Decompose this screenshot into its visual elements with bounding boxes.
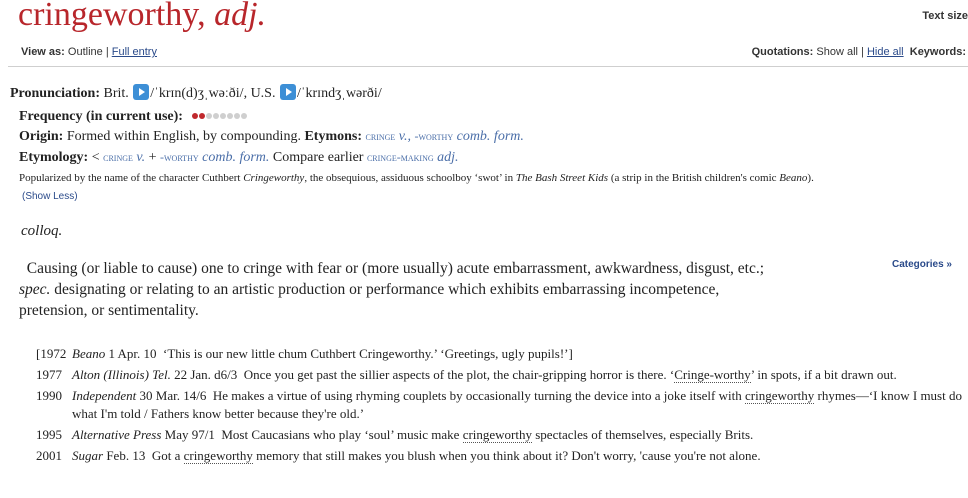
quotation-keyword: cringeworthy xyxy=(183,448,253,463)
note-strip-title: The Bash Street Kids xyxy=(515,172,609,184)
us-label: U.S. xyxy=(250,86,276,101)
frequency-dot xyxy=(220,113,226,119)
quotations-list xyxy=(36,345,964,468)
headword xyxy=(18,0,266,34)
frequency-dot xyxy=(227,113,233,119)
quotation-text: rhymes—‘I know I must do what I'm told / Fathers know better because they're old.’ xyxy=(72,388,962,421)
brit-ipa: /ˈkrɪn(d)ʒˌwəːði/, xyxy=(150,86,248,101)
etymon-worthy-pos: comb. form. xyxy=(456,129,524,144)
register-label: colloq. xyxy=(21,223,63,239)
etymology-note xyxy=(19,172,814,184)
note-text: Popularized by the name of the character Cuthbert xyxy=(19,172,244,184)
quotation-cite: 22 Jan. d6/3 xyxy=(174,367,238,382)
quotation-year: 2001 xyxy=(36,448,62,463)
quotation-text: memory that still makes you blush when you think about it? Don't worry, 'cause you're not alone. xyxy=(252,448,761,463)
header-divider xyxy=(8,66,968,67)
headword-pos: adj. xyxy=(214,0,267,33)
quotation-year: 1995 xyxy=(36,427,62,442)
etymology-line xyxy=(19,150,459,166)
play-audio-icon[interactable] xyxy=(280,84,296,100)
quotation-keyword: Cringe-worthy xyxy=(674,367,751,382)
view-as-bar xyxy=(21,46,157,58)
brit-label: Brit. xyxy=(103,86,129,101)
quotation-source[interactable]: Independent xyxy=(72,388,137,403)
frequency-dot xyxy=(192,113,198,119)
etymology-cringe-pos: v. xyxy=(136,150,146,165)
frequency-label: Frequency (in current use): xyxy=(19,109,183,124)
quotation-row xyxy=(36,387,964,423)
quotation-keyword: cringeworthy xyxy=(744,388,815,403)
quotation-source[interactable]: Beano xyxy=(72,346,106,361)
quotation-text: spectacles of themselves, especially Brits. xyxy=(532,427,754,442)
frequency-dot xyxy=(206,113,212,119)
quotation-text: ’ in spots, if a bit drawn out. xyxy=(750,367,897,382)
origin-label: Origin: xyxy=(19,129,64,144)
headword-text: cringeworthy, xyxy=(18,0,206,33)
frequency-line xyxy=(19,108,248,125)
definition xyxy=(19,258,779,321)
view-outline-option[interactable]: Outline xyxy=(67,46,103,58)
quotation-row xyxy=(36,366,964,384)
quotation-row xyxy=(36,447,964,465)
definition-spec: spec. xyxy=(19,281,51,298)
etymology-compare: Compare earlier xyxy=(272,150,364,165)
quotation-keyword: cringeworthy xyxy=(462,427,532,442)
quotations-bar xyxy=(752,46,966,58)
etymon-worthy-link[interactable]: -worthy xyxy=(414,129,454,143)
view-separator: | xyxy=(105,46,109,58)
definition-text: Causing (or liable to cause) one to cringe with fear or (more usually) acute embarrassment, awkwardness, disgust, etc.; xyxy=(26,260,765,277)
text-size-control[interactable]: Text size xyxy=(922,10,968,22)
origin-text: Formed within English, by compounding. xyxy=(66,129,301,144)
quotation-text: ‘This is our new little chum Cuthbert Cringeworthy.’ ‘Greetings, ugly pupils!’] xyxy=(163,346,573,361)
quotation-cite: Feb. 13 xyxy=(106,448,146,463)
quotations-separator: | xyxy=(861,46,864,58)
quotation-text: Once you get past the sillier aspects of the plot, the chair-gripping horror is there. ‘ xyxy=(243,367,675,382)
quotation-year: [1972 xyxy=(36,346,67,361)
us-ipa: /ˈkrɪndʒˌwərði/ xyxy=(296,86,382,101)
etymology-label: Etymology: xyxy=(19,150,89,165)
quotation-text: Most Caucasians who play ‘soul’ music make xyxy=(221,427,463,442)
note-comic-title: Beano xyxy=(779,172,808,184)
keywords-label[interactable]: Keywords: xyxy=(909,46,966,58)
quotation-text: He makes a virtue of using rhyming couplets by occasionally turning the device into a joke itself with xyxy=(212,388,745,403)
quotation-row xyxy=(36,426,964,444)
play-audio-icon[interactable] xyxy=(133,84,149,100)
show-less-link[interactable]: (Show Less) xyxy=(22,191,78,202)
cringe-making-pos: adj. xyxy=(437,150,459,165)
origin-line xyxy=(19,129,524,145)
cringe-making-link[interactable]: cringe-making xyxy=(366,150,434,164)
quotation-source[interactable]: Alternative Press xyxy=(72,427,162,442)
etymology-plus: + xyxy=(148,150,157,165)
quotations-show-all[interactable]: Show all xyxy=(816,46,858,58)
quotations-label: Quotations: xyxy=(751,46,814,58)
quotation-row xyxy=(36,345,964,363)
frequency-dot xyxy=(213,113,219,119)
quotation-text: Got a xyxy=(151,448,184,463)
quotation-cite: 1 Apr. 10 xyxy=(108,346,157,361)
frequency-dot xyxy=(234,113,240,119)
quotation-year: 1977 xyxy=(36,367,62,382)
view-as-label: View as: xyxy=(21,46,65,58)
etymology-worthy-link[interactable]: -worthy xyxy=(160,150,199,164)
etymology-lt: < xyxy=(91,150,100,165)
full-entry-link[interactable]: Full entry xyxy=(111,46,157,58)
categories-link[interactable]: Categories » xyxy=(891,259,952,270)
quotation-source[interactable]: Sugar xyxy=(72,448,104,463)
etymon-cringe-link[interactable]: cringe xyxy=(365,129,396,143)
quotations-hide-all[interactable]: Hide all xyxy=(866,46,904,58)
etymology-worthy-pos: comb. form. xyxy=(202,150,270,165)
note-character-name: Cringeworthy xyxy=(243,172,305,184)
etymology-cringe-link[interactable]: cringe xyxy=(103,150,133,164)
etymons-label: Etymons: xyxy=(304,129,363,144)
etymon-cringe-pos: v., xyxy=(398,129,411,144)
frequency-dot xyxy=(199,113,205,119)
quotation-cite: May 97/1 xyxy=(164,427,215,442)
quotation-year: 1990 xyxy=(36,388,62,403)
frequency-dots-icon[interactable] xyxy=(192,108,248,124)
quotation-cite: 30 Mar. 14/6 xyxy=(139,388,207,403)
note-text: , the obsequious, assiduous schoolboy ‘swot’ in xyxy=(304,172,516,184)
note-text: (a strip in the British children's comic xyxy=(608,172,780,184)
quotation-source[interactable]: Alton (Illinois) Tel. xyxy=(72,367,171,382)
frequency-dot xyxy=(241,113,247,119)
pronunciation-line xyxy=(10,84,382,102)
definition-text: designating or relating to an artistic production or performance which exhibits embarrassing incompetence, pretension, or sentimentality. xyxy=(19,281,720,319)
pronunciation-label: Pronunciation: xyxy=(10,86,100,101)
note-text: ). xyxy=(807,172,814,184)
